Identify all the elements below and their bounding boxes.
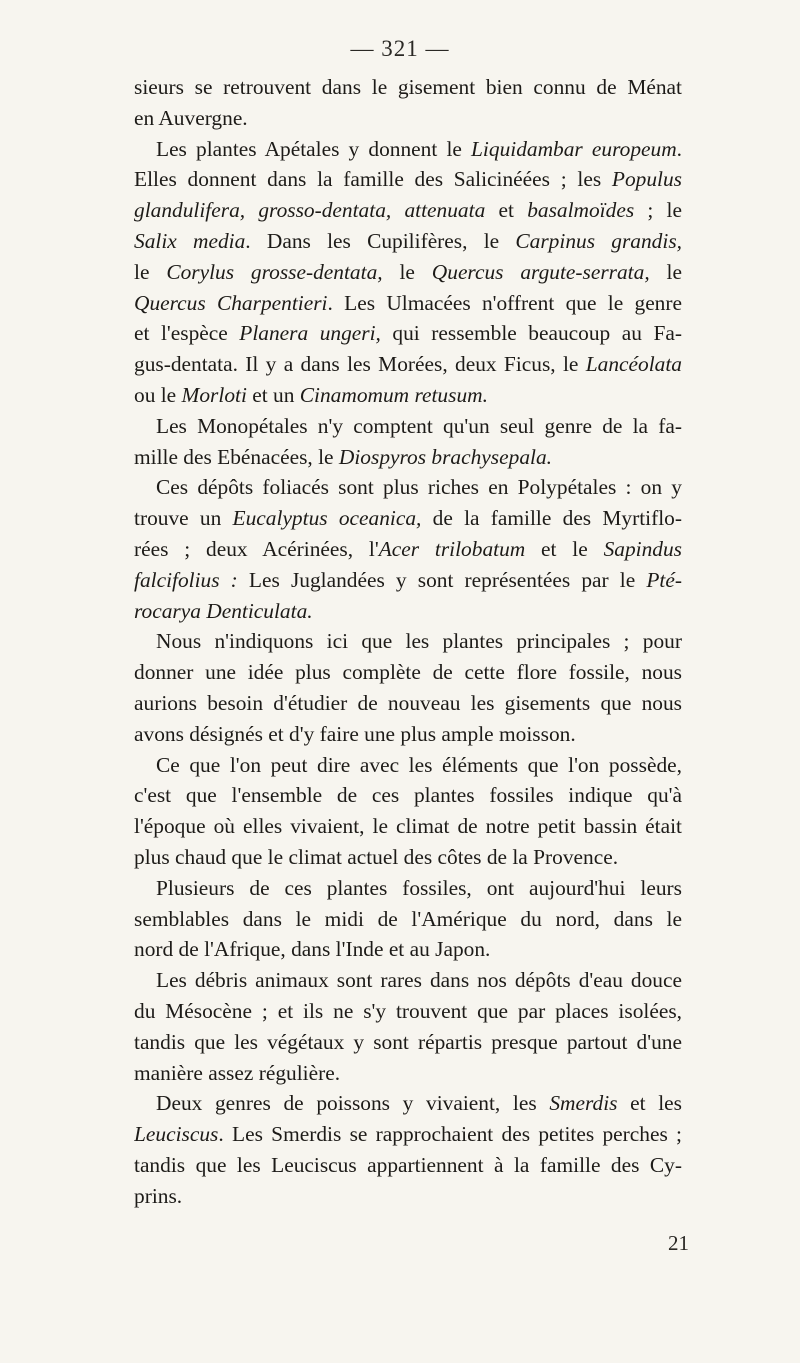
italic-term: rocarya Denticulata.: [134, 598, 313, 623]
text-run: Les Juglandées y sont représentées par le: [237, 567, 647, 592]
italic-term: Sapindus: [603, 536, 682, 561]
text-run: tandis que les végétaux y sont répartis presque partout d'une: [134, 1029, 682, 1054]
text-line: [134, 934, 682, 965]
text-line: [134, 1150, 682, 1181]
text-line: [134, 873, 682, 904]
italic-term: Corylus grosse-dentata,: [166, 259, 383, 284]
text-run: Deux genres de poissons y vivaient, les: [156, 1091, 550, 1116]
text-run: Ces dépôts foliacés sont plus riches en Polypétales : on y: [156, 475, 682, 500]
signature-mark: 21: [668, 1231, 689, 1255]
text-line: [134, 750, 682, 781]
italic-term: Populus: [611, 167, 682, 192]
text-line: [134, 596, 682, 627]
text-line: [134, 442, 682, 473]
italic-term: Carpinus grandis,: [515, 228, 682, 253]
italic-term: Leuciscus: [134, 1122, 219, 1147]
text-line: [134, 780, 682, 811]
text-run: .: [676, 136, 682, 161]
italic-term: glandulifera, grosso-dentata, attenuata: [134, 198, 486, 223]
italic-term: Quercus Charpentieri: [134, 290, 328, 315]
italic-term: Cinamomum retusum.: [299, 382, 488, 407]
text-run: . Dans les Cupilifères, le: [245, 228, 516, 253]
text-line: [134, 226, 682, 257]
text-run: et le: [525, 536, 604, 561]
text-line: [134, 195, 682, 226]
text-run: trouve un: [134, 506, 233, 531]
text-line: [134, 842, 682, 873]
text-line: [134, 72, 682, 103]
text-line: [134, 657, 682, 688]
italic-term: Eucalyptus oceanica,: [232, 506, 422, 531]
italic-term: Quercus argute-serrata,: [431, 259, 650, 284]
text-line: [134, 288, 682, 319]
text-run: Les Monopétales n'y comptent qu'un seul genre de la fa-: [156, 413, 682, 438]
text-line: [134, 503, 682, 534]
text-run: en Auvergne.: [134, 105, 248, 130]
text-line: [134, 719, 682, 750]
italic-term: Planera ungeri,: [239, 321, 381, 346]
italic-term: Morloti: [181, 382, 247, 407]
text-line: [134, 103, 682, 134]
text-run: . Les Ulmacées n'offrent que le genre: [327, 290, 682, 315]
text-line: [134, 380, 682, 411]
text-line: [134, 1181, 682, 1212]
text-run: ; le: [634, 198, 682, 223]
text-run: avons désignés et d'y faire une plus ample moisson.: [134, 721, 576, 746]
italic-term: falcifolius :: [134, 567, 238, 592]
text-run: . Les Smerdis se rapprochaient des petites perches ;: [218, 1122, 682, 1147]
text-run: mille des Ebénacées, le: [134, 444, 339, 469]
text-run: donner une idée plus complète de cette flore fossile, nous: [134, 660, 682, 685]
text-run: et: [485, 198, 528, 223]
text-run: et un: [246, 382, 300, 407]
italic-term: Lancéolata: [585, 352, 682, 377]
text-line: [134, 349, 682, 380]
text-run: Plusieurs de ces plantes fossiles, ont aujourd'hui leurs: [156, 875, 682, 900]
text-run: c'est que l'ensemble de ces plantes fossiles indique qu'à: [134, 783, 682, 808]
italic-term: Diospyros brachysepala.: [338, 444, 552, 469]
text-run: plus chaud que le climat actuel des côtes de la Provence.: [134, 844, 619, 869]
text-line: [134, 1088, 682, 1119]
text-line: [134, 318, 682, 349]
text-run: manière assez régulière.: [134, 1060, 341, 1085]
text-run: gus-dentata. Il y a dans les Morées, deux Ficus, le: [134, 352, 586, 377]
body-text: [134, 72, 682, 1211]
italic-term: Liquidambar europeum: [471, 136, 677, 161]
text-line: [134, 1027, 682, 1058]
text-run: le: [649, 259, 682, 284]
text-run: semblables dans le midi de l'Amérique du nord, dans le: [134, 906, 682, 931]
italic-term: Acer trilobatum: [378, 536, 526, 561]
page-header: — 321 —: [350, 36, 450, 61]
italic-term: Pté-: [646, 567, 682, 592]
text-run: le: [134, 259, 167, 284]
text-line: [134, 472, 682, 503]
text-line: [134, 1119, 682, 1150]
text-run: Ce que l'on peut dire avec les éléments que l'on possède,: [156, 752, 682, 777]
text-run: et les: [617, 1091, 682, 1116]
text-run: Elles donnent dans la famille des Salicinéées ; les: [134, 167, 612, 192]
text-line: [134, 257, 682, 288]
text-run: Les plantes Apétales y donnent le: [156, 136, 472, 161]
text-run: qui ressemble beaucoup au Fa-: [380, 321, 682, 346]
text-line: [134, 965, 682, 996]
text-run: du Mésocène ; et ils ne s'y trouvent que par places isolées,: [134, 998, 682, 1023]
text-run: de la famille des Myrtiflo-: [421, 506, 682, 531]
text-run: sieurs se retrouvent dans le gisement bien connu de Ménat: [134, 75, 682, 99]
text-run: nord de l'Afrique, dans l'Inde et au Japon.: [134, 937, 491, 962]
text-run: ou le: [134, 382, 182, 407]
text-run: rées ; deux Acérinées, l': [134, 536, 379, 561]
text-run: prins.: [134, 1183, 183, 1208]
text-line: [134, 411, 682, 442]
italic-term: Smerdis: [549, 1091, 618, 1116]
text-run: aurions besoin d'étudier de nouveau les gisements que nous: [134, 690, 682, 715]
italic-term: Salix media: [134, 228, 246, 253]
text-line: [134, 996, 682, 1027]
text-line: [134, 688, 682, 719]
text-line: [134, 1058, 682, 1089]
italic-term: basalmoïdes: [527, 198, 635, 223]
text-run: l'époque où elles vivaient, le climat de notre petit bassin était: [134, 814, 682, 839]
text-run: le: [382, 259, 432, 284]
text-line: [134, 134, 682, 165]
text-run: et l'espèce: [134, 321, 240, 346]
text-line: [134, 626, 682, 657]
text-run: tandis que les Leuciscus appartiennent à la famille des Cy-: [134, 1152, 682, 1177]
text-line: [134, 565, 682, 596]
text-line: [134, 904, 682, 935]
text-line: [134, 534, 682, 565]
text-run: Nous n'indiquons ici que les plantes principales ; pour: [156, 629, 682, 654]
text-line: [134, 811, 682, 842]
text-run: Les débris animaux sont rares dans nos dépôts d'eau douce: [156, 968, 682, 993]
text-line: [134, 164, 682, 195]
